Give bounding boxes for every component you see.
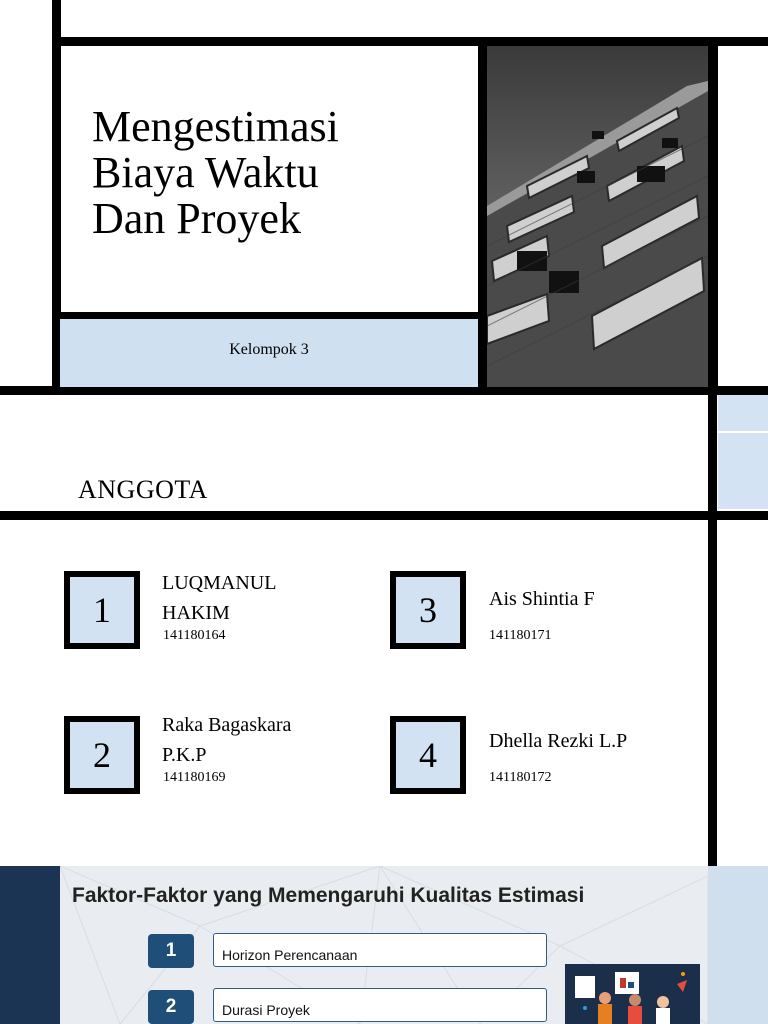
step-label-box: Durasi Proyek	[213, 988, 547, 1022]
decor-blue-block-top	[718, 395, 768, 431]
member-number-box: 1	[64, 571, 140, 649]
decor-blue-block-bottom	[718, 433, 768, 509]
frame-line-bottom	[0, 386, 768, 395]
member-name: Ais Shintia F	[489, 588, 595, 610]
member-name: Dhella Rezki L.P	[489, 730, 628, 752]
factors-title: Faktor-Faktor yang Memengaruhi Kualitas Estimasi	[72, 884, 585, 907]
member-nim: 141180171	[489, 628, 552, 643]
team-illustration	[565, 964, 700, 1024]
frame-line-middle-vertical	[478, 37, 487, 392]
member-nim: 141180169	[163, 770, 226, 785]
member-nim: 141180172	[489, 770, 552, 785]
frame-line-top	[52, 37, 768, 46]
frame-line-heading-underline	[0, 511, 768, 520]
factors-slide	[0, 866, 768, 1024]
frame-line-right-slide2	[708, 395, 717, 866]
slide-subtitle: Kelompok 3	[229, 341, 309, 358]
step-label-box: Horizon Perencanaan	[213, 933, 547, 967]
building-photo	[487, 46, 708, 387]
member-number-box: 2	[64, 716, 140, 794]
member-nim: 141180164	[163, 628, 226, 643]
members-heading: ANGGOTA	[78, 475, 208, 504]
frame-line-subtitle-divider	[52, 312, 487, 319]
member-number-box: 3	[390, 571, 466, 649]
slide-title: Mengestimasi Biaya Waktu Dan Proyek	[92, 102, 339, 243]
member-name: Raka Bagaskara P.K.P	[162, 714, 292, 766]
step-number-badge: 2	[148, 990, 194, 1024]
step-number-badge: 1	[148, 934, 194, 968]
frame-line-right-vertical	[708, 37, 718, 392]
member-number-box: 4	[390, 716, 466, 794]
navy-side-strip	[0, 866, 60, 1024]
member-name: LUQMANUL HAKIM	[162, 572, 276, 624]
